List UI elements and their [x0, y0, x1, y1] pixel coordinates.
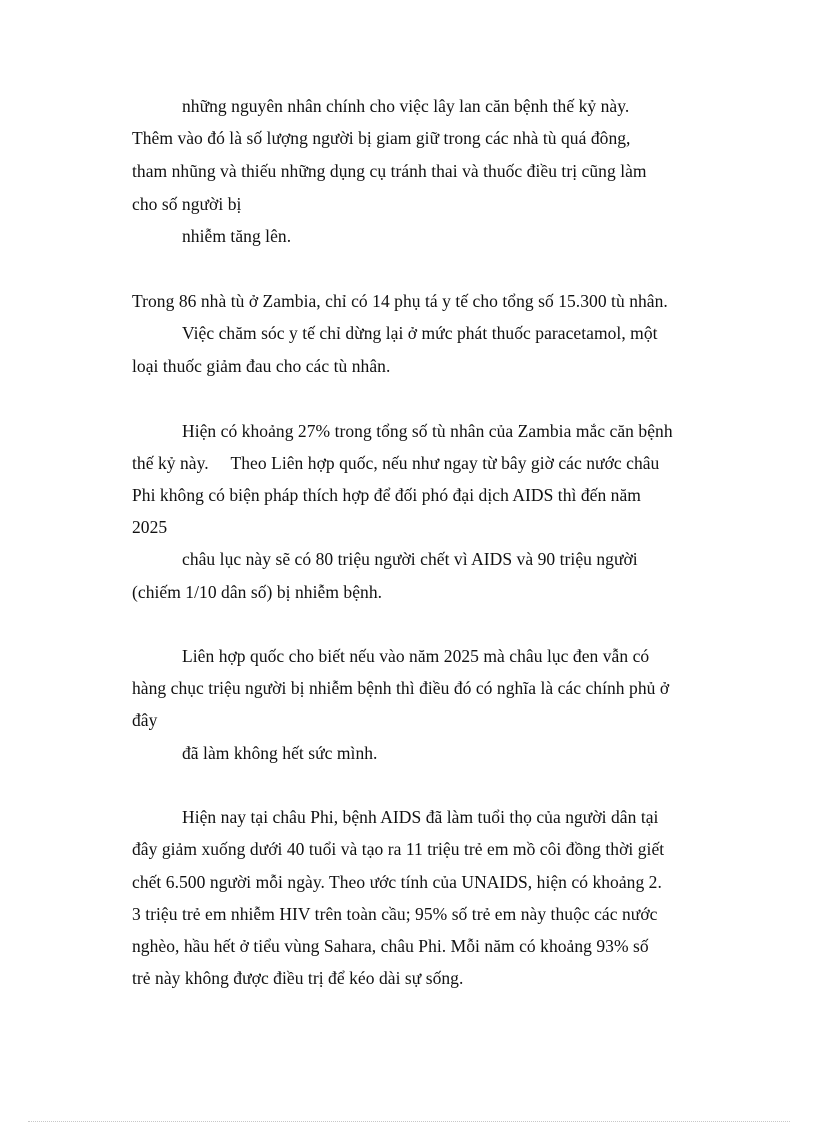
text-line: 2025: [132, 517, 168, 537]
text-line: Trong 86 nhà tù ở Zambia, chỉ có 14 phụ tá y tế cho tổng số 15.300 tù nhân.: [132, 291, 668, 311]
text-line: những nguyên nhân chính cho việc lây lan căn bệnh thế kỷ này.: [182, 96, 630, 116]
text-line: đây: [132, 710, 158, 730]
text-line: hàng chục triệu người bị nhiễm bệnh thì điều đó có nghĩa là các chính phủ ở: [132, 678, 670, 698]
text-line: Liên hợp quốc cho biết nếu vào năm 2025 mà châu lục đen vẫn có: [182, 646, 650, 666]
text-line: nhiễm tăng lên.: [182, 226, 292, 246]
text-line: 3 triệu trẻ em nhiễm HIV trên toàn cầu; 95% số trẻ em này thuộc các nước: [132, 904, 658, 924]
text-line: Hiện nay tại châu Phi, bệnh AIDS đã làm tuổi thọ của người dân tại: [182, 807, 659, 827]
text-line: Phi không có biện pháp thích hợp để đối phó đại dịch AIDS thì đến năm: [132, 485, 641, 505]
text-line: Hiện có khoảng 27% trong tổng số tù nhân của Zambia mắc căn bệnh: [182, 421, 673, 441]
text-line: loại thuốc giảm đau cho các tù nhân.: [132, 356, 391, 376]
text-line: thế kỷ này. Theo Liên hợp quốc, nếu như ngay từ bây giờ các nước châu: [132, 453, 660, 473]
text-line: trẻ này không được điều trị để kéo dài sự sống.: [132, 968, 464, 988]
page-bottom-border: [28, 1121, 790, 1122]
text-line: nghèo, hầu hết ở tiểu vùng Sahara, châu Phi. Mỗi năm có khoảng 93% số: [132, 936, 649, 956]
text-line: Thêm vào đó là số lượng người bị giam giữ trong các nhà tù quá đông,: [132, 128, 631, 148]
text-line: Việc chăm sóc y tế chỉ dừng lại ở mức phát thuốc paracetamol, một: [182, 323, 658, 343]
text-line: đã làm không hết sức mình.: [182, 743, 378, 763]
text-line: châu lục này sẽ có 80 triệu người chết vì AIDS và 90 triệu người: [182, 549, 638, 569]
text-line: tham nhũng và thiếu những dụng cụ tránh thai và thuốc điều trị cũng làm: [132, 161, 647, 181]
text-line: (chiếm 1/10 dân số) bị nhiễm bệnh.: [132, 582, 383, 602]
text-line: cho số người bị: [132, 194, 242, 214]
text-line: đây giảm xuống dưới 40 tuổi và tạo ra 11 triệu trẻ em mồ côi đồng thời giết: [132, 839, 665, 859]
text-line: chết 6.500 người mỗi ngày. Theo ước tính của UNAIDS, hiện có khoảng 2.: [132, 872, 662, 892]
